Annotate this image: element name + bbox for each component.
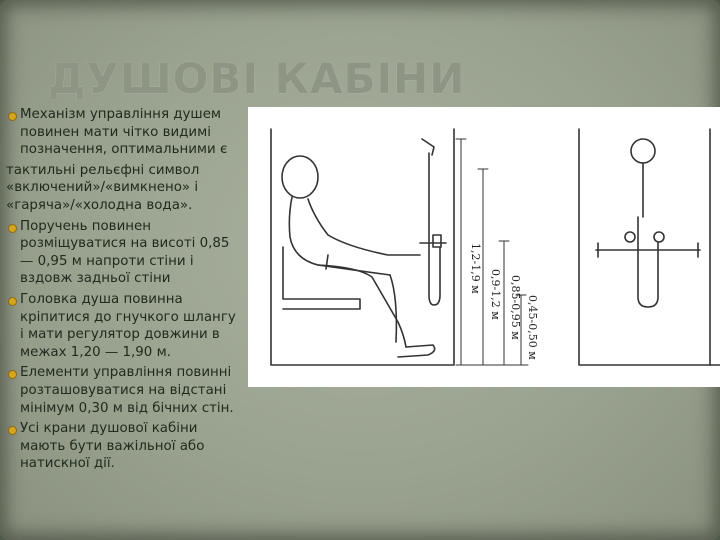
bullet-list: [6, 106, 242, 476]
shower-cabin-diagram: [248, 107, 720, 387]
dim-label-seat: 0,45-0,50 м: [526, 295, 539, 360]
dim-label-head: 1,2-1,9 м: [469, 243, 482, 294]
bullet-continuation: тактильні рельєфні символ «включений»/«вимкнено» і «гаряча»/«холодна вода».: [6, 162, 200, 213]
bullet-item: Головка душа повинна кріпитися до гнучкого шлангу і мати регулятор довжини в межах 1,20 — 1,90 м.: [6, 291, 242, 361]
slide-title: ДУШОВІ КАБІНИ: [48, 54, 466, 103]
right-cabin-wall: [579, 129, 720, 365]
bullet-item: Поручень повинен розміщуватися на висоті 0,85 — 0,95 м напроти стіни і вздовж задньої стіни: [6, 218, 242, 288]
dim-label-rail: 0,85-0,95 м: [509, 275, 522, 340]
dim-label-control: 0,9-1,2 м: [489, 269, 502, 320]
left-cabin-wall: [271, 129, 454, 365]
shower-fittings-right: [596, 139, 700, 307]
seated-person-figure: [282, 156, 435, 357]
bullet-item: Механізм управління душем повинен мати чітко видимі позначення, оптимальними є: [6, 106, 242, 159]
bullet-item: Елементи управління повинні розташовуватися на відстані мінімум 0,30 м від бічних стін.: [6, 364, 242, 417]
shower-rail-left: [420, 139, 446, 305]
bullet-item: Усі крани душової кабіни мають бути важільної або натискної дії.: [6, 420, 242, 473]
